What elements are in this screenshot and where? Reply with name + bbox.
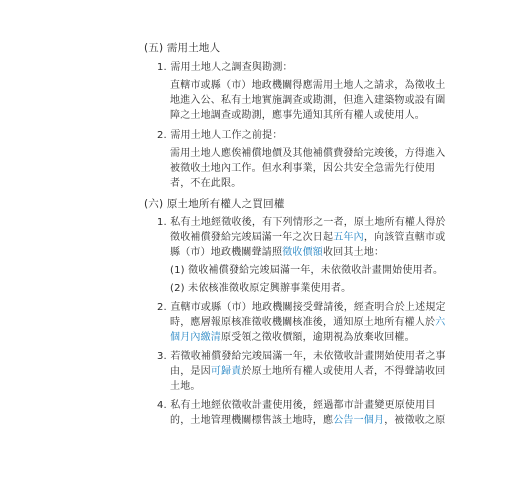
s5-item1-title: 1. 需用土地人之調查與勘測：	[157, 62, 293, 73]
s6-item3-line: 由，是因可歸責於原土地所有權人或使用人者，不得聲請收回	[170, 366, 446, 377]
s5-item2-title: 2. 需用土地人工作之前提：	[157, 130, 283, 141]
s5-item2-line: 者，不在此限。	[170, 178, 242, 189]
s6-item3-line: 土地。	[170, 381, 201, 392]
s5-item1-line: 直轄市或縣（市）地政機關得應需用土地人之請求，為徵收土	[170, 80, 446, 91]
s5-item2-line: 需用土地人應俟補償地價及其他補償費發給完竣後，方得進入	[170, 148, 446, 159]
s6-item2-line: 個月內繳清原受領之徵收價額，逾期視為放棄收回權。	[170, 332, 415, 343]
section-6-heading: (六) 原土地所有權人之買回權	[144, 198, 285, 210]
s6-item1-line: 縣（市）地政機關聲請照徵收價額收回其土地：	[170, 247, 385, 258]
s6-item2-line: 時，應層報原核准徵收機關核准後，通知原土地所有權人於六	[170, 317, 446, 328]
s6-item4-line: 的，土地管理機關標售該土地時，應公告一個月，被徵收之原	[170, 415, 446, 426]
s6-item1-line: 徵收補償發給完竣屆滿一年之次日起五年內，向該管直轄市或	[170, 232, 446, 243]
highlight-term: 六	[435, 317, 446, 328]
highlight-term: 五年內	[333, 232, 364, 243]
highlight-term: 個月內繳清	[170, 332, 221, 343]
s6-subitem-1: (1) 徵收補償發給完竣屆滿一年，未依徵收計畫開始使用者。	[170, 265, 444, 276]
highlight-term: 公告一個月	[333, 415, 385, 426]
s6-subitem-2: (2) 未依核准徵收原定興辦事業使用者。	[170, 283, 352, 294]
s5-item2-line: 被徵收土地內工作。但水利事業，因公共安全急需先行使用	[170, 163, 436, 174]
highlight-term: 可歸責	[210, 366, 242, 377]
s5-item1-line: 地進入公、私有土地實施調查或勘測，但進入建築物或設有圍	[170, 95, 446, 106]
s6-item4-line: 4. 私有土地經依徵收計畫使用後，經過都市計畫變更原使用目	[157, 400, 436, 411]
section-5-heading: (五) 需用土地人	[144, 42, 221, 54]
s6-item1-line: 1. 私有土地經徵收後，有下列情形之一者，原土地所有權人得於	[157, 217, 446, 228]
highlight-term: 徵收價額	[282, 247, 324, 258]
s5-item1-line: 障之土地調查或勘測，應事先通知其所有權人或使用人。	[170, 110, 425, 121]
s6-item3-line: 3. 若徵收補償發給完竣屆滿一年，未依徵收計畫開始使用者之事	[157, 351, 446, 362]
s6-item2-line: 2. 直轄市或縣（市）地政機關接受聲請後，經查明合於上述規定	[157, 302, 446, 313]
